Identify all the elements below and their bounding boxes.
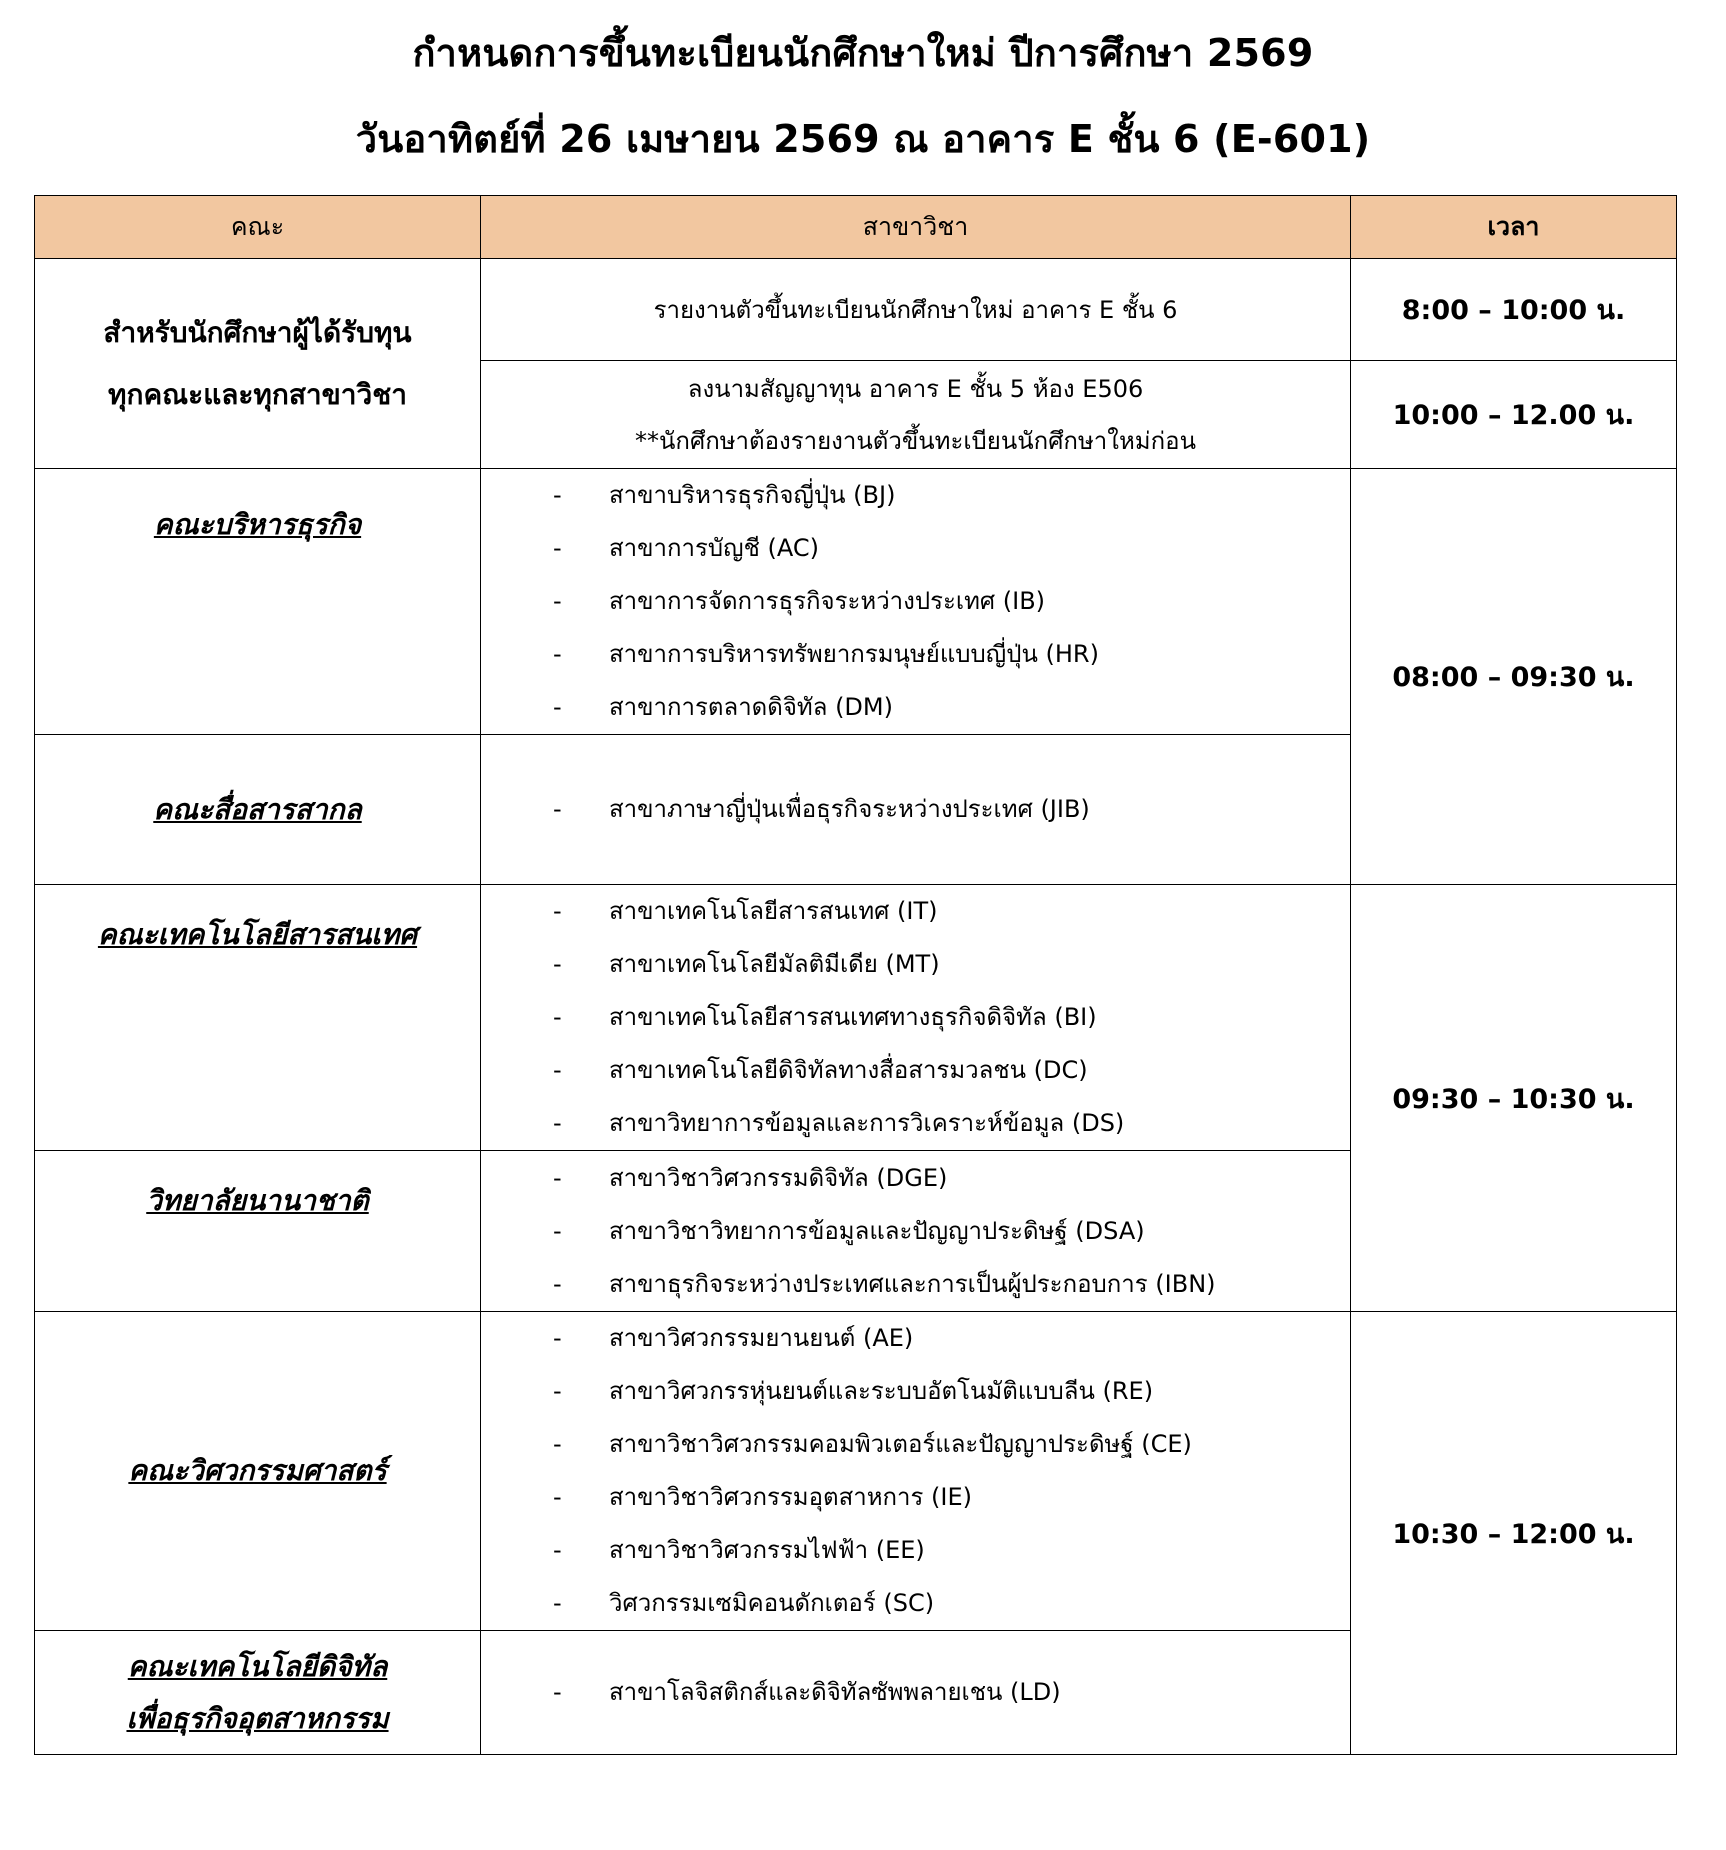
list-item <box>481 1524 1350 1577</box>
list-item <box>481 1152 1350 1205</box>
list-item <box>481 1365 1350 1418</box>
scholarship-label-line1: สำหรับนักศึกษาผู้ได้รับทุน <box>103 315 412 349</box>
majors-business <box>481 469 1351 735</box>
majors-it <box>481 885 1351 1151</box>
dash-bullet: - <box>553 1109 562 1137</box>
document-title-line1: กำหนดการขึ้นทะเบียนนักศึกษาใหม่ ปีการศึกษา 2569 <box>412 31 1314 75</box>
majors-digital-technology <box>481 1631 1351 1755</box>
major-name: สาขาบริหารธุรกิจญี่ปุ่น (BJ) <box>609 481 896 509</box>
major-name: สาขาวิชาวิศวกรรมคอมพิวเตอร์และปัญญาประดิษฐ์ (CE) <box>609 1430 1192 1458</box>
majors-international-college <box>481 1151 1351 1312</box>
table-row <box>35 469 1677 735</box>
faculty-business: คณะบริหารธุรกิจ <box>35 469 481 735</box>
dash-bullet: - <box>553 640 562 668</box>
faculty-international-college: วิทยาลัยนานาชาติ <box>35 1151 481 1312</box>
dash-bullet: - <box>553 1269 562 1298</box>
list-item <box>481 628 1350 681</box>
faculty-digital-technology-line2: เพื่อธุรกิจอุตสาหกรรม <box>126 1701 389 1735</box>
dash-bullet: - <box>553 950 562 978</box>
major-name: สาขาเทคโนโลยีมัลติมีเดีย (MT) <box>609 950 940 978</box>
table-row <box>35 259 1677 361</box>
list-item <box>481 681 1350 734</box>
list-item <box>481 938 1350 991</box>
list-item <box>481 1471 1350 1524</box>
dash-bullet: - <box>553 897 562 925</box>
time-group-3: 10:30 – 12:00 น. <box>1351 1312 1677 1755</box>
list-item <box>481 522 1350 575</box>
list-item <box>481 469 1350 522</box>
dash-bullet: - <box>553 693 562 721</box>
header-faculty: คณะ <box>35 196 481 259</box>
major-name: สาขาเทคโนโลยีสารสนเทศ (IT) <box>609 897 938 925</box>
faculty-digital-technology <box>35 1631 481 1755</box>
faculty-engineering: คณะวิศวกรรมศาสตร์ <box>35 1312 481 1631</box>
dash-bullet: - <box>553 1678 562 1706</box>
faculty-communication: คณะสื่อสารสากล <box>35 735 481 885</box>
header-time: เวลา <box>1351 196 1677 259</box>
schedule-table <box>34 195 1677 1755</box>
dash-bullet: - <box>553 1483 562 1511</box>
major-name: สาขาเทคโนโลยีดิจิทัลทางสื่อสารมวลชน (DC) <box>609 1056 1088 1084</box>
major-name: สาขาเทคโนโลยีสารสนเทศทางธุรกิจดิจิทัล (BI) <box>609 1003 1097 1031</box>
major-name: สาขาการจัดการธุรกิจระหว่างประเทศ (IB) <box>609 587 1046 615</box>
dash-bullet: - <box>553 587 562 615</box>
dash-bullet: - <box>553 1056 562 1084</box>
dash-bullet: - <box>553 1324 562 1352</box>
list-item <box>481 1577 1350 1630</box>
scholarship-contract-line2: **นักศึกษาต้องรายงานตัวขึ้นทะเบียนนักศึกษาใหม่ก่อน <box>635 426 1196 455</box>
document-title-line2: วันอาทิตย์ที่ 26 เมษายน 2569 ณ อาคาร E ชั้น 6 (E-601) <box>355 117 1371 161</box>
majors-communication <box>481 735 1351 885</box>
list-item <box>481 575 1350 628</box>
dash-bullet: - <box>553 1430 562 1458</box>
major-name: สาขาวิชาวิศวกรรมอุตสาหการ (IE) <box>609 1483 973 1511</box>
header-major: สาขาวิชา <box>481 196 1351 259</box>
list-item <box>481 1312 1350 1365</box>
major-name: สาขาภาษาญี่ปุ่นเพื่อธุรกิจระหว่างประเทศ (JIB) <box>609 795 1090 823</box>
dash-bullet: - <box>553 1377 562 1405</box>
majors-engineering <box>481 1312 1351 1631</box>
table-row <box>35 885 1677 1151</box>
list-item <box>481 1258 1350 1311</box>
dash-bullet: - <box>553 1216 562 1245</box>
list-item <box>481 1044 1350 1097</box>
scholarship-contract-cell <box>481 361 1351 469</box>
major-name: สาขาวิชาวิศวกรรมไฟฟ้า (EE) <box>609 1536 925 1564</box>
time-group-2: 09:30 – 10:30 น. <box>1351 885 1677 1312</box>
table-row <box>35 1312 1677 1631</box>
major-name: สาขาวิศวกรรหุ่นยนต์และระบบอัตโนมัติแบบลีน (RE) <box>609 1377 1154 1405</box>
time-group-1: 08:00 – 09:30 น. <box>1351 469 1677 885</box>
scholarship-faculty-cell <box>35 259 481 469</box>
scholarship-report-text: รายงานตัวขึ้นทะเบียนนักศึกษาใหม่ อาคาร E ชั้น 6 <box>481 259 1351 361</box>
major-name: วิศวกรรมเซมิคอนดักเตอร์ (SC) <box>609 1589 935 1617</box>
dash-bullet: - <box>553 1536 562 1564</box>
dash-bullet: - <box>553 534 562 562</box>
faculty-it: คณะเทคโนโลยีสารสนเทศ <box>35 885 481 1151</box>
major-name: สาขาการตลาดดิจิทัล (DM) <box>609 693 893 721</box>
scholarship-contract-time: 10:00 – 12.00 น. <box>1351 361 1677 469</box>
major-name: สาขาโลจิสติกส์และดิจิทัลซัพพลายเชน (LD) <box>609 1678 1061 1706</box>
faculty-digital-technology-line1: คณะเทคโนโลยีดิจิทัล <box>127 1649 388 1683</box>
major-name: สาขาธุรกิจระหว่างประเทศและการเป็นผู้ประกอบการ (IBN) <box>609 1269 1216 1298</box>
list-item <box>481 991 1350 1044</box>
dash-bullet: - <box>553 795 562 823</box>
list-item <box>481 1418 1350 1471</box>
dash-bullet: - <box>553 1003 562 1031</box>
list-item <box>481 1097 1350 1150</box>
major-name: สาขาการบัญชี (AC) <box>609 534 819 562</box>
list-item <box>481 885 1350 938</box>
major-name: สาขาวิศวกรรมยานยนต์ (AE) <box>609 1324 914 1352</box>
table-header-row <box>35 196 1677 259</box>
list-item <box>481 1205 1350 1258</box>
scholarship-label-line2: ทุกคณะและทุกสาขาวิชา <box>108 377 407 411</box>
dash-bullet: - <box>553 481 562 509</box>
major-name: สาขาวิชาวิศวกรรมดิจิทัล (DGE) <box>609 1163 948 1192</box>
list-item <box>481 783 1350 836</box>
major-name: สาขาวิชาวิทยาการข้อมูลและปัญญาประดิษฐ์ (DSA) <box>609 1216 1145 1245</box>
major-name: สาขาการบริหารทรัพยากรมนุษย์แบบญี่ปุ่น (HR) <box>609 640 1099 668</box>
dash-bullet: - <box>553 1163 562 1192</box>
dash-bullet: - <box>553 1589 562 1617</box>
major-name: สาขาวิทยาการข้อมูลและการวิเคราะห์ข้อมูล (DS) <box>609 1109 1125 1137</box>
scholarship-contract-line1: ลงนามสัญญาทุน อาคาร E ชั้น 5 ห้อง E506 <box>687 374 1144 403</box>
scholarship-report-time: 8:00 – 10:00 น. <box>1351 259 1677 361</box>
list-item <box>481 1666 1350 1719</box>
